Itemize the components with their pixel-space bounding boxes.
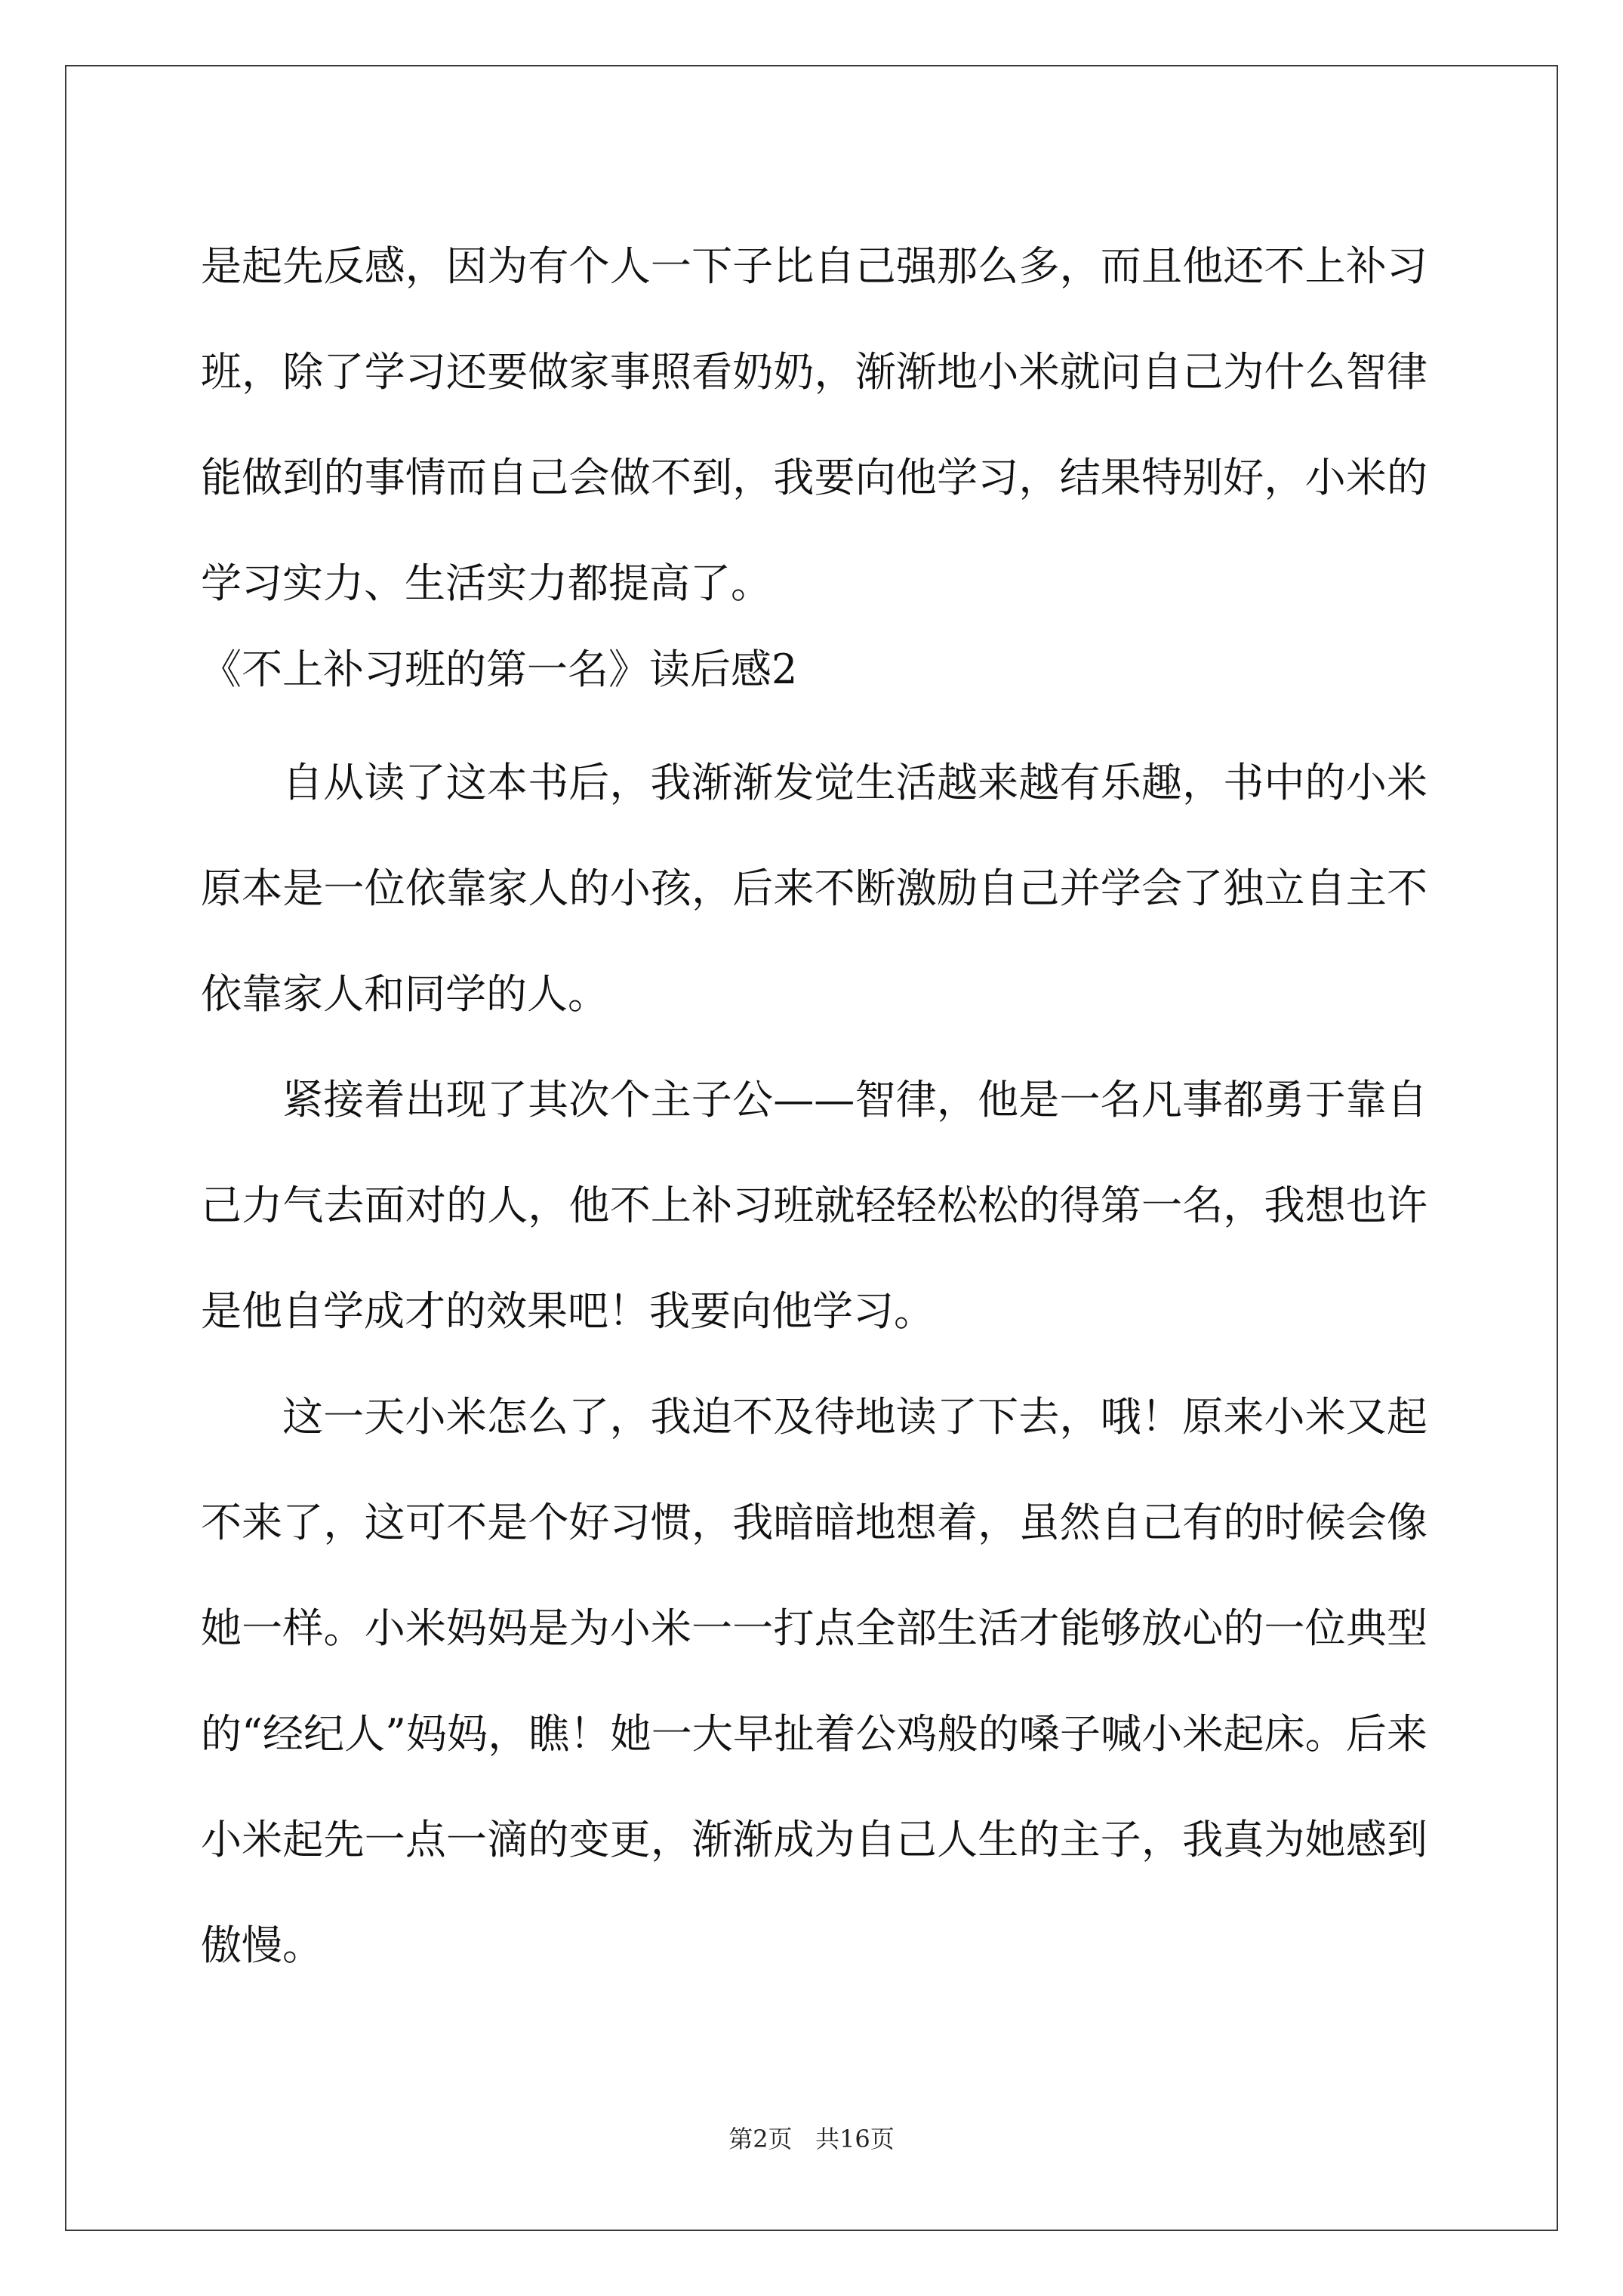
paragraph: 这一天小米怎么了，我迫不及待地读了下去，哦！原来小米又起不来了，这可不是个好习惯，我暗暗地想着，虽然自己有的时候会像她一样。小米妈妈是为小米一一打点全部生活才能够放心的一位典型的“经纪人”妈妈，瞧！她一大早扯着公鸡般的嗓子喊小米起床。后来小米起先一点一滴的变更，渐渐成为自己人生的主子，我真为她感到傲慢。 bbox=[201, 1393, 1427, 1969]
section-heading bbox=[201, 636, 1427, 730]
paragraph: 紧接着出现了其次个主子公——智律，他是一名凡事都勇于靠自己力气去面对的人，他不上补习班就轻轻松松的得第一名，我想也许是他自学成才的效果吧！我要向他学习。 bbox=[201, 1076, 1427, 1335]
paragraph: 自从读了这本书后，我渐渐发觉生活越来越有乐趣，书中的小米原本是一位依靠家人的小孩，后来不断激励自己并学会了独立自主不依靠家人和同学的人。 bbox=[201, 759, 1427, 1018]
paragraph-continued: 是起先反感，因为有个人一下子比自己强那么多，而且他还不上补习班，除了学习还要做家事照看奶奶，渐渐地小米就问自己为什么智律能做到的事情而自己会做不到，我要向他学习，结果特别好，小米的学习实力、生活实力都提高了。 bbox=[201, 242, 1427, 607]
section-heading-text: 《不上补习班的第一名》读后感2 bbox=[201, 646, 798, 693]
document-body bbox=[201, 214, 1427, 1999]
page-number-footer: 第2页 共16页 bbox=[728, 2125, 895, 2153]
